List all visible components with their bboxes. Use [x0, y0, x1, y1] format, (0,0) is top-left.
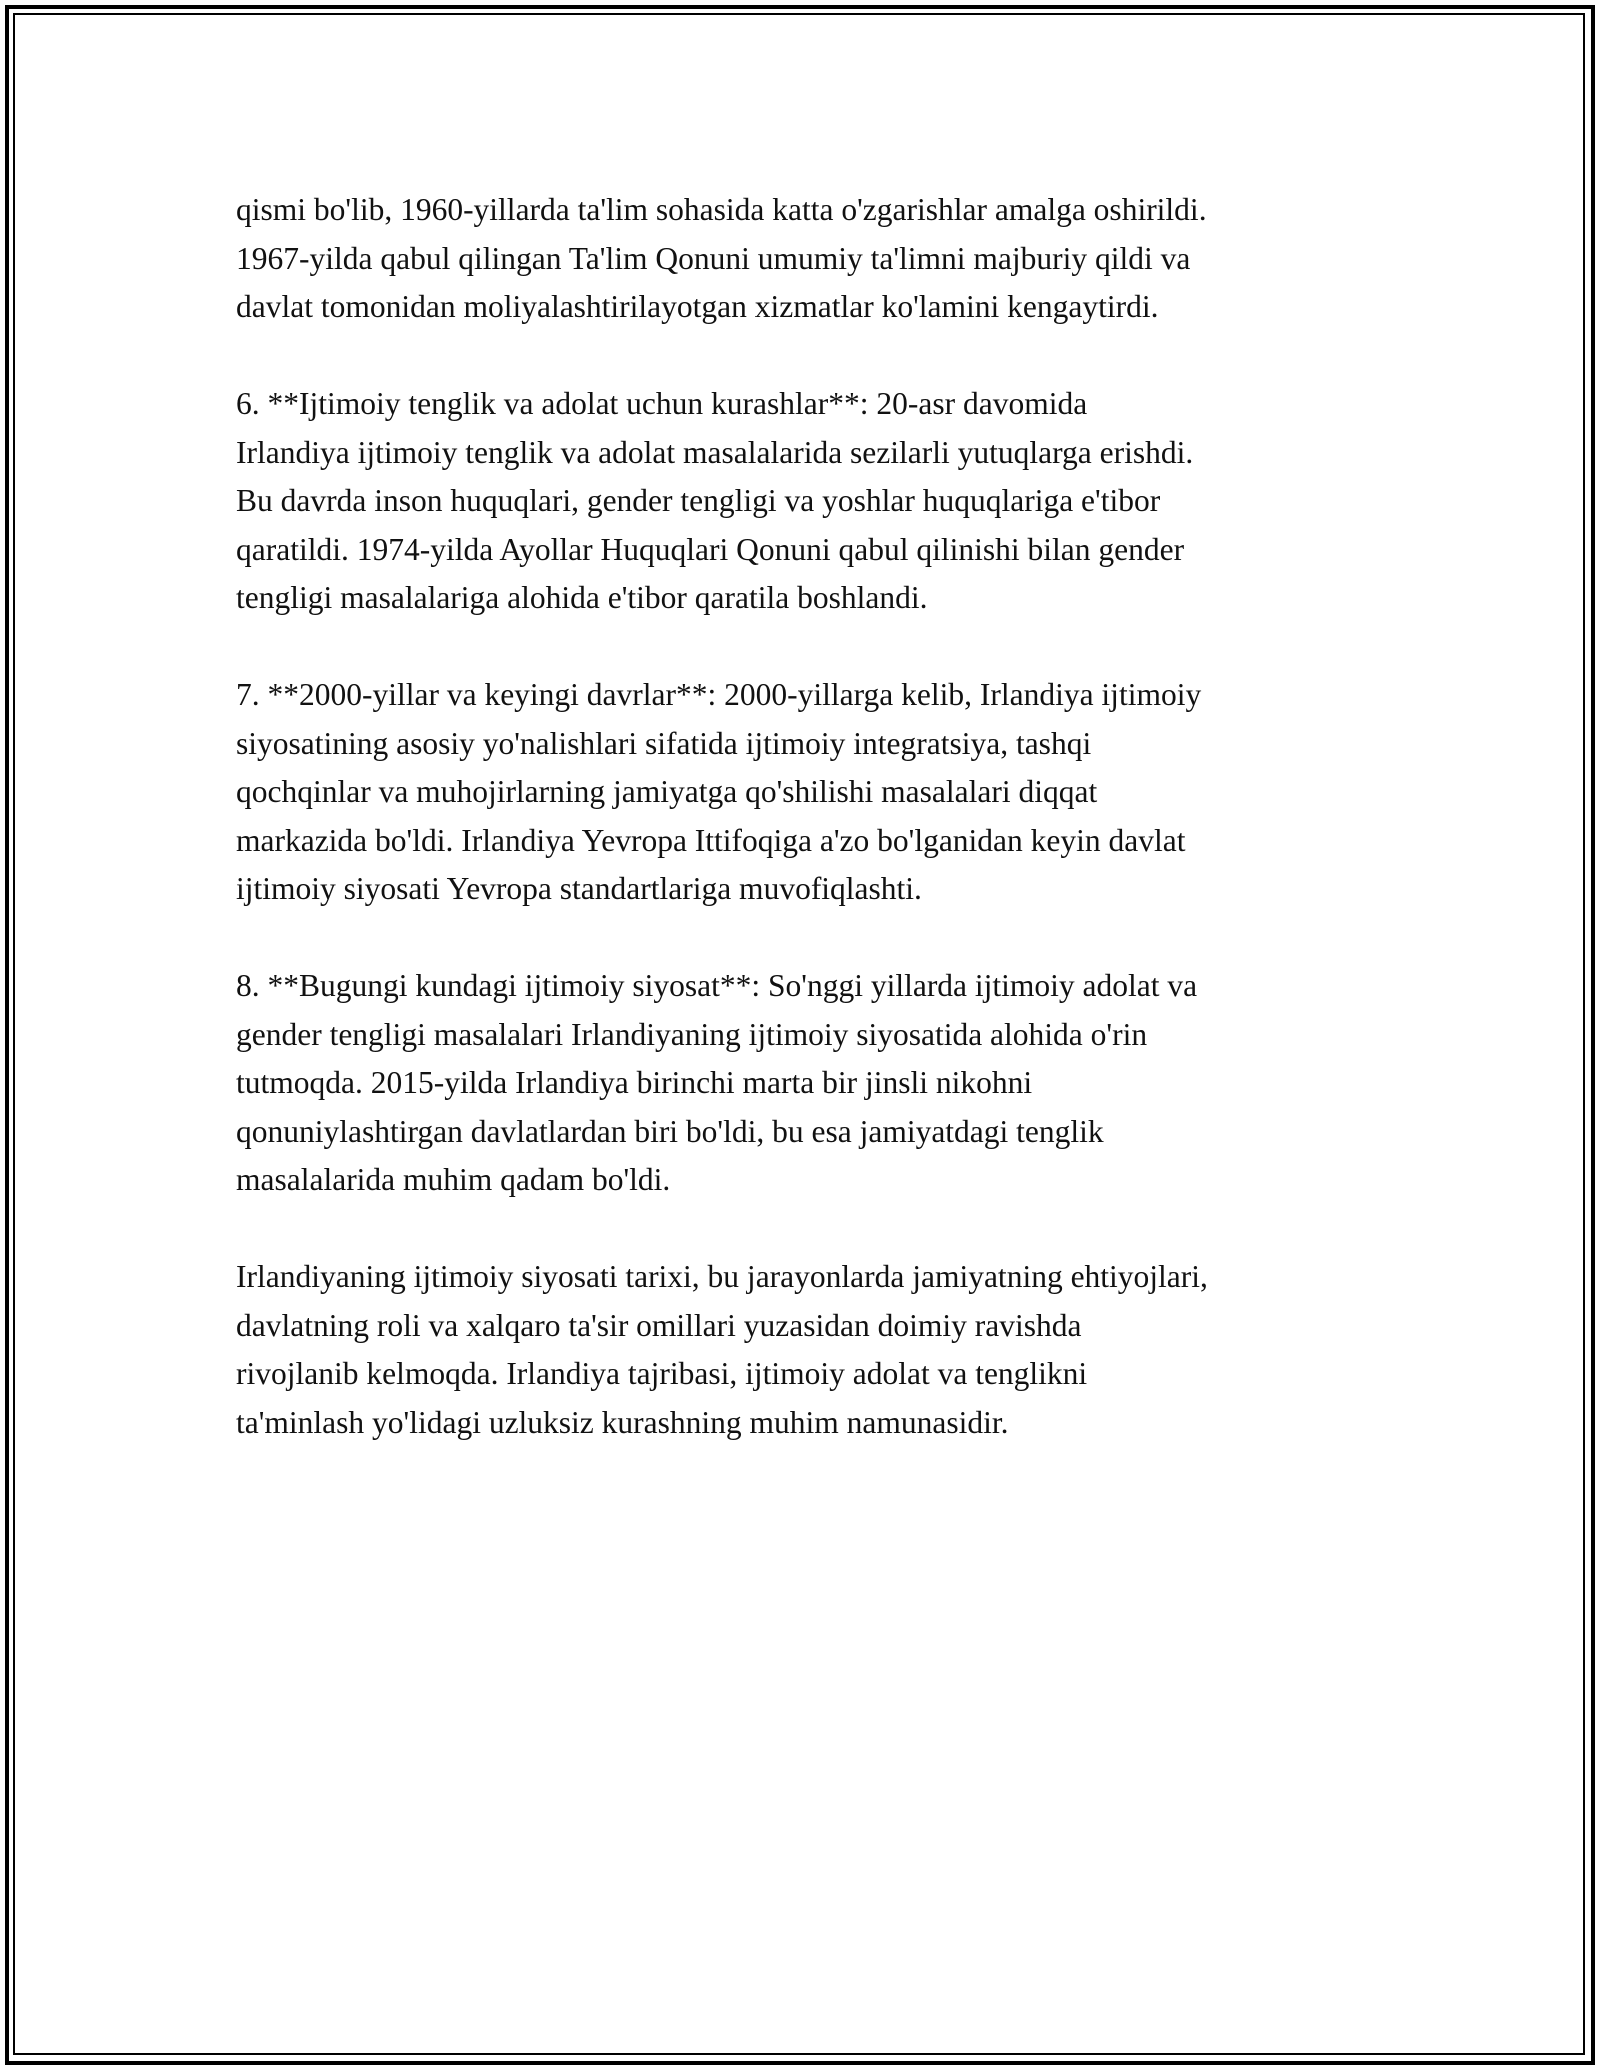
paragraph-current-policy: 8. **Bugungi kundagi ijtimoiy siyosat**: So'nggi yillarda ijtimoiy adolat va gender tengligi masalalari Irlandiyaning ijtimoiy siyosatida alohida o'rin tutmoqda. 2015-yilda Irlandiya birinchi marta bir jinsli nikohni qonuniylashtirgan davlatlardan biri bo'ldi, bu esa jamiyatdagi tenglik masalalarida muhim qadam bo'ldi. [236, 968, 1198, 1197]
paragraph-education-continued: qismi bo'lib, 1960-yillarda ta'lim sohasida katta o'zgarishlar amalga oshirildi. 1967-yilda qabul qilingan Ta'lim Qonuni umumiy ta'limni majburiy qildi va davlat tomonidan moliyalashtirilayotgan xizmatlar ko'lamini kengaytirdi. [236, 192, 1207, 324]
paragraph-equality-justice: 6. **Ijtimoiy tenglik va adolat uchun kurashlar**: 20-asr davomida Irlandiya ijtimoiy tenglik va adolat masalalarida sezilarli yutuqlarga erishdi. Bu davrda inson huquqlari, gender tengligi va yoshlar huquqlariga e'tibor qaratildi. 1974-yilda Ayollar Huquqlari Qonuni qabul qilinishi bilan gender tengligi masalalariga alohida e'tibor qaratila boshlandi. [236, 386, 1194, 615]
paragraph-2000s: 7. **2000-yillar va keyingi davrlar**: 2000-yillarga kelib, Irlandiya ijtimoiy siyosatining asosiy yo'nalishlari sifatida ijtimoiy integratsiya, tashqi qochqinlar va muhojirlarning jamiyatga qo'shilishi masalalari diqqat markazida bo'ldi. Irlandiya Yevropa Ittifoqiga a'zo bo'lganidan keyin davlat ijtimoiy siyosati Yevropa standartlariga muvofiqlashti. [236, 677, 1202, 906]
paragraph-conclusion: Irlandiyaning ijtimoiy siyosati tarixi, bu jarayonlarda jamiyatning ehtiyojlari, davlatning roli va xalqaro ta'sir omillari yuzasidan doimiy ravishda rivojlanib kelmoqda. Irlandiya tajribasi, ijtimoiy adolat va tenglikni ta'minlash yo'lidagi uzluksiz kurashning muhim namunasidir. [236, 1259, 1208, 1440]
document-body [236, 186, 1386, 1447]
